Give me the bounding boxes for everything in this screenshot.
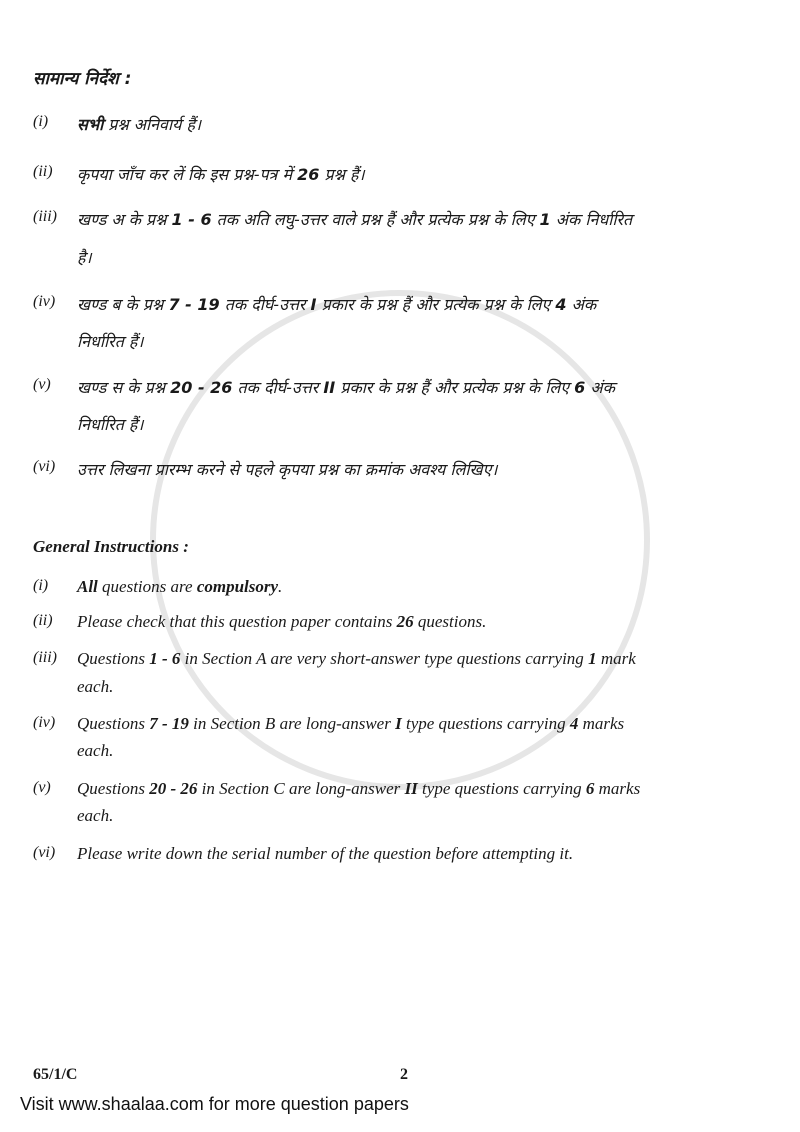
instruction-text: खण्ड स के प्रश्न [77,378,171,397]
instruction-line [77,208,632,230]
instruction-text: each. [77,677,114,696]
item-number: (v) [33,376,51,393]
instruction-text: Please check that this question paper contains [77,612,397,631]
instruction-line [77,779,640,799]
emphasis-text: 20 - 26 [170,378,233,397]
instruction-line [77,741,113,761]
item-number: (iii) [33,649,57,666]
instruction-line [77,330,143,352]
item-number: (ii) [33,163,53,180]
emphasis-text: 26 [297,165,320,184]
instruction-text: questions. [413,612,487,631]
instruction-text: प्रकार के प्रश्न हैं और प्रत्येक प्रश्न के लिए [335,378,575,397]
emphasis-text: 4 [555,295,567,314]
emphasis-text: 26 [396,612,414,631]
instruction-line [77,714,624,734]
instruction-text: marks [594,779,641,798]
emphasis-text: 1 [588,649,597,668]
instruction-text: Questions [77,714,150,733]
instruction-text: अंक [566,295,597,314]
instruction-text: प्रश्न अनिवार्य हैं। [103,115,202,134]
instruction-text: type questions carrying [417,779,586,798]
item-number: (i) [33,113,49,130]
instruction-text: Please write down the serial number of the question before attempting it. [77,844,574,863]
instruction-text: Questions [77,649,150,668]
instruction-text: marks [578,714,625,733]
instruction-text: तक दीर्घ-उत्तर [232,378,324,397]
instruction-text: in Section B are long-answer [188,714,396,733]
emphasis-text: 6 [585,779,595,798]
emphasis-text: II [323,378,336,397]
emphasis-text: 6 [574,378,586,397]
item-number: (iv) [33,293,56,310]
instruction-line [77,293,596,315]
instruction-line [77,649,636,669]
instruction-line [77,113,201,135]
emphasis-text: 4 [569,714,579,733]
item-number: (v) [33,779,51,796]
item-number: (vi) [33,458,56,475]
emphasis-text: compulsory [196,577,279,596]
instruction-text: खण्ड अ के प्रश्न [77,210,172,229]
instruction-text: Questions [77,779,150,798]
instruction-text: mark [596,649,636,668]
emphasis-text: I [395,714,402,733]
instruction-text: प्रश्न हैं। [319,165,365,184]
instruction-text: तक अति लघु-उत्तर वाले प्रश्न हैं और प्रत्येक प्रश्न के लिए [211,210,540,229]
instruction-text: कृपया जाँच कर लें कि इस प्रश्न-पत्र में [77,165,298,184]
emphasis-text: 7 - 19 [168,295,220,314]
emphasis-text: II [404,779,418,798]
instruction-text: each. [77,806,114,825]
instruction-text: questions are [97,577,197,596]
instruction-text: . [278,577,283,596]
emphasis-text: 7 - 19 [149,714,189,733]
hindi-heading: सामान्य निर्देश : [33,69,132,89]
instruction-text: in Section A are very short-answer type questions carrying [180,649,589,668]
instruction-text: निर्धारित हैं। [77,332,144,351]
english-heading: General Instructions : [33,537,189,556]
instruction-text: type questions carrying [401,714,570,733]
visit-banner: Visit www.shaalaa.com for more question papers [20,1094,409,1114]
emphasis-text: 1 [539,210,551,229]
page-number: 2 [400,1066,408,1083]
item-number: (iv) [33,714,56,731]
item-number: (i) [33,577,49,594]
instruction-line [77,458,498,480]
instruction-line [77,677,113,697]
instruction-text: प्रकार के प्रश्न हैं और प्रत्येक प्रश्न के लिए [316,295,556,314]
emphasis-text: 1 - 6 [149,649,181,668]
paper-code: 65/1/C [33,1066,78,1083]
instruction-line [77,413,143,435]
item-number: (ii) [33,612,53,629]
emphasis-text: सभी [77,115,104,134]
item-number: (iii) [33,208,57,225]
instruction-text: अंक [585,378,615,397]
emphasis-text: 1 - 6 [171,210,212,229]
emphasis-text: All [77,577,98,596]
instruction-text: निर्धारित हैं। [77,415,144,434]
instruction-line [77,806,113,826]
instruction-text: खण्ड ब के प्रश्न [77,295,169,314]
instruction-line [77,246,92,268]
instruction-line [77,577,282,597]
instruction-text: each. [77,741,114,760]
item-number: (vi) [33,844,56,861]
emphasis-text: I [310,295,317,314]
instruction-text: अंक निर्धारित [550,210,633,229]
instruction-line [77,163,365,185]
instruction-text: तक दीर्घ-उत्तर [219,295,311,314]
instruction-line [77,376,615,398]
instruction-text: है। [77,248,92,267]
instruction-line [77,844,573,864]
instruction-text: उत्तर लिखना प्रारम्भ करने से पहले कृपया प्रश्न का क्रमांक अवश्य लिखिए। [77,460,498,479]
emphasis-text: 20 - 26 [149,779,198,798]
instruction-text: in Section C are long-answer [197,779,405,798]
instruction-line [77,612,486,632]
